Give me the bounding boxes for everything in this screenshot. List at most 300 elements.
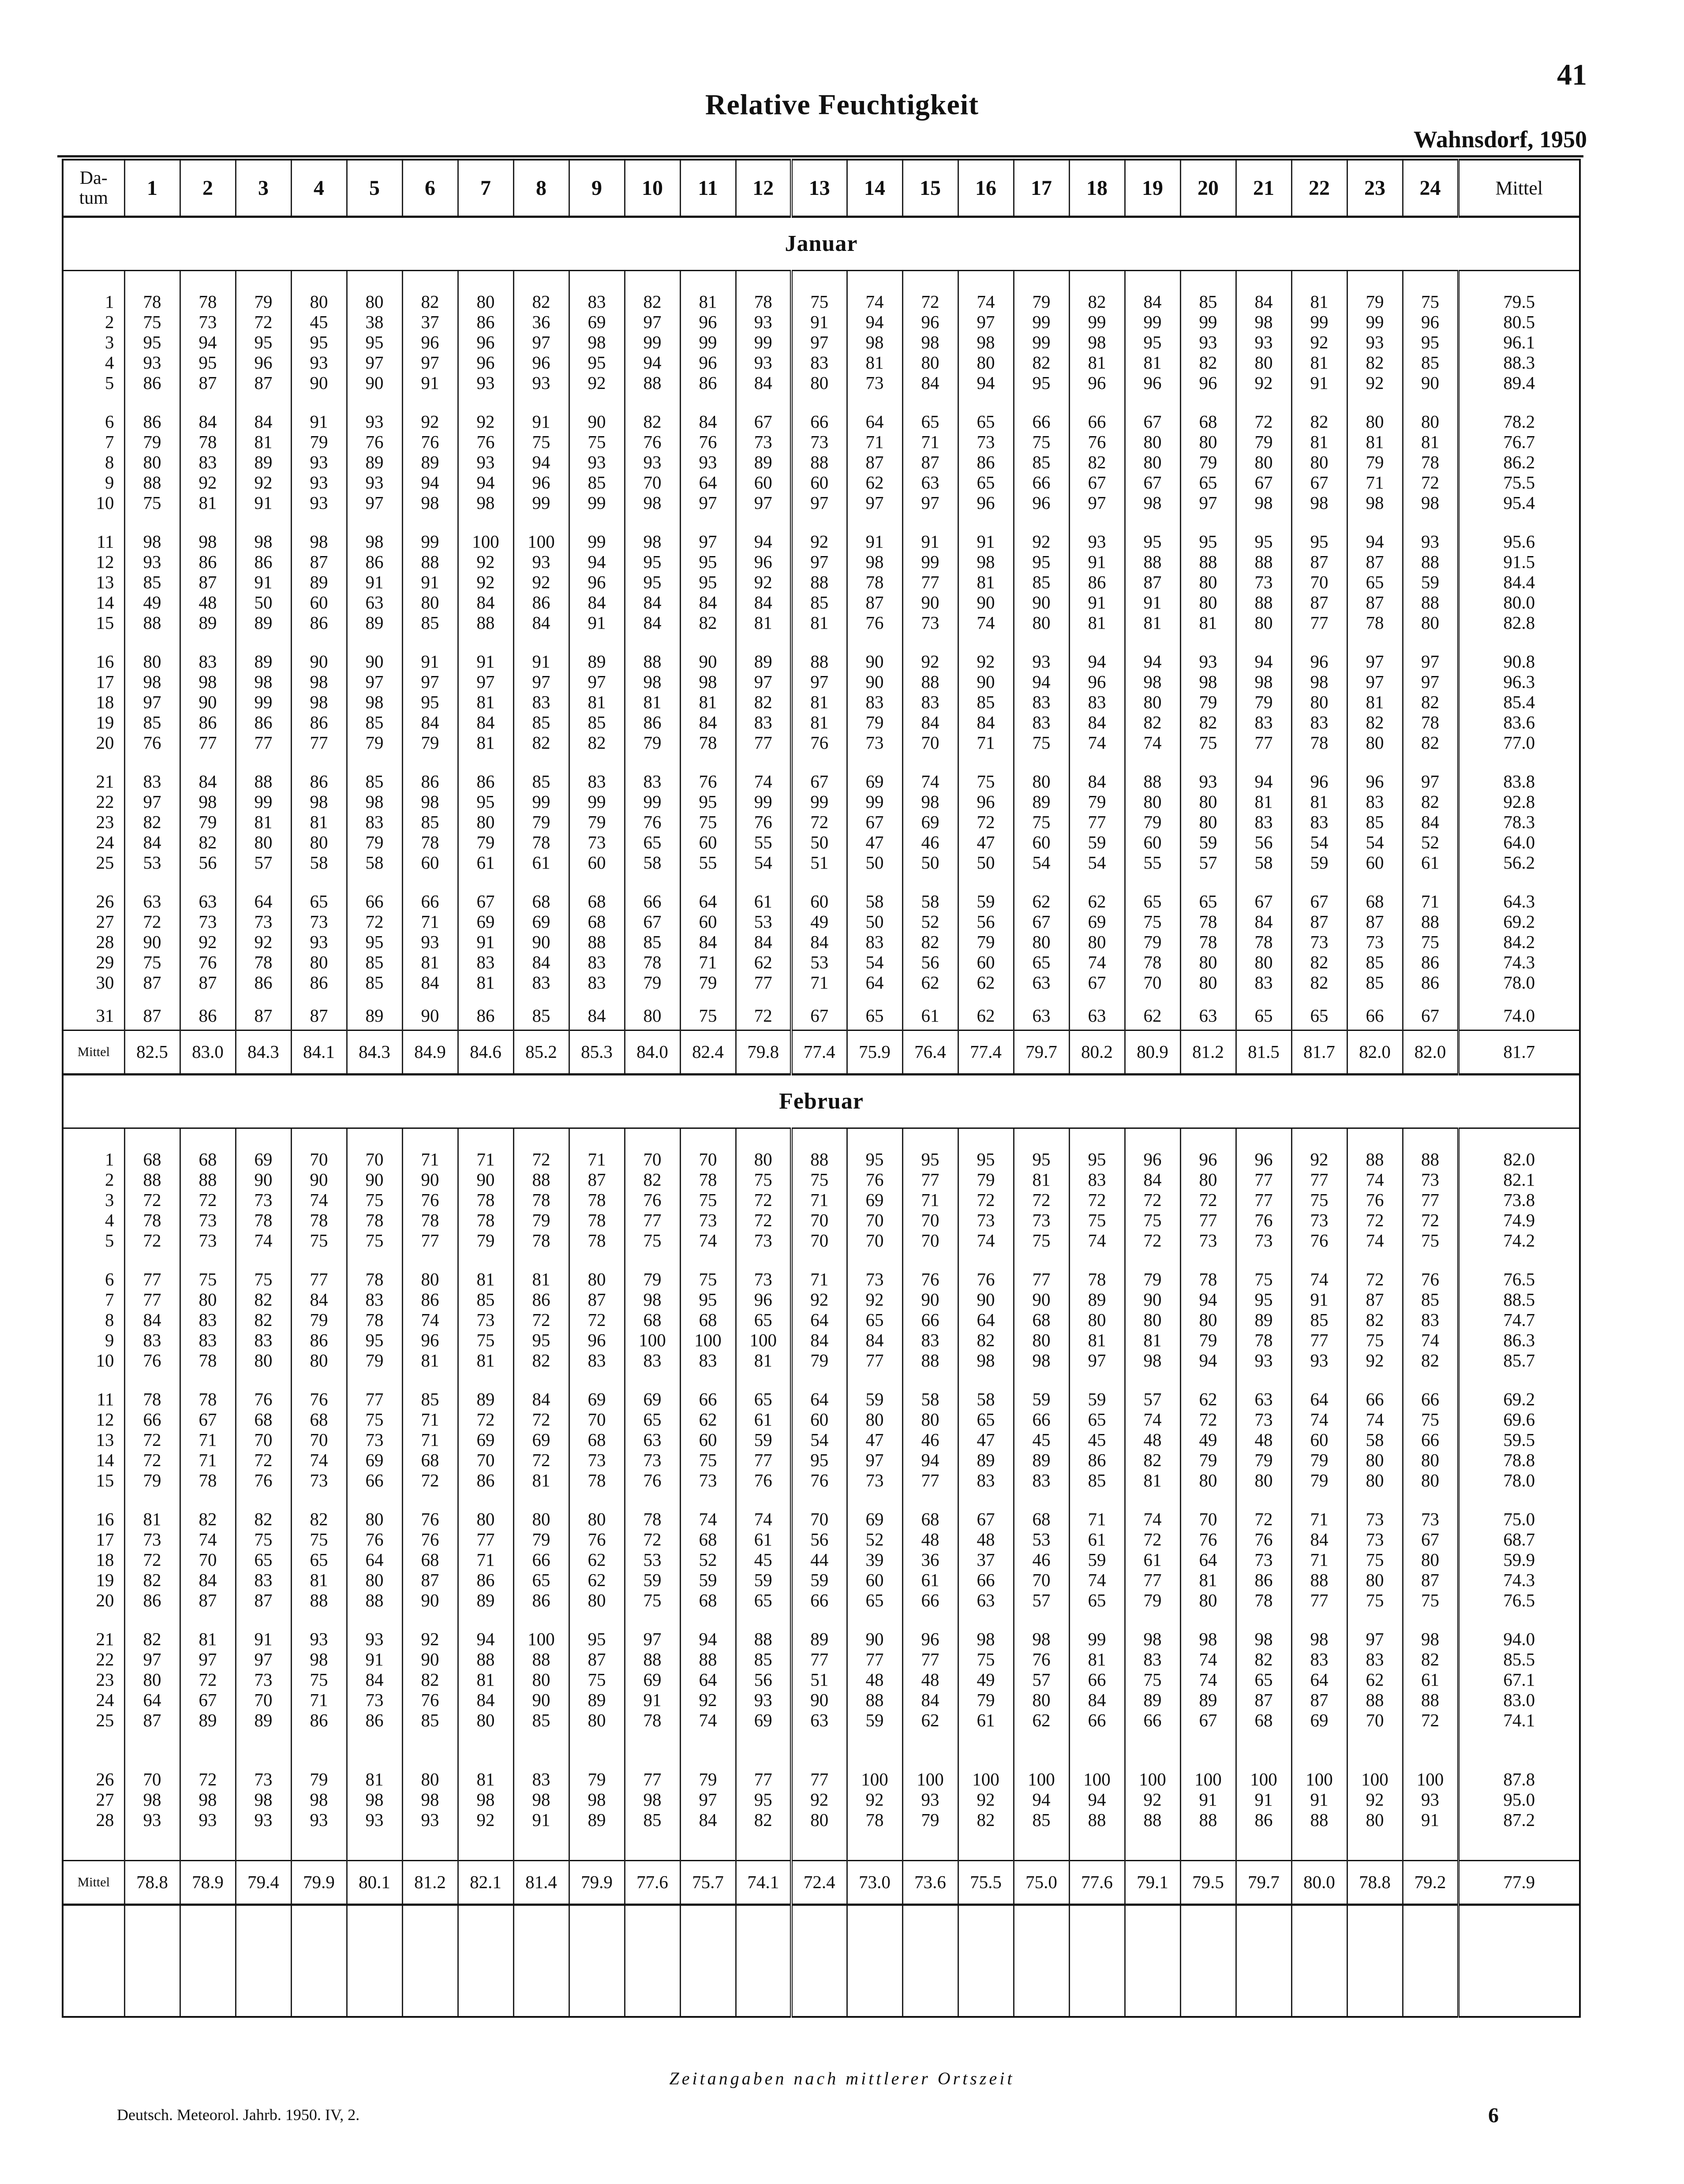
humidity-values: 68 53 46 70 57 bbox=[1014, 1500, 1069, 1620]
humidity-values: 80 bbox=[625, 1002, 680, 1030]
top-rule bbox=[57, 155, 1583, 157]
empty-cell bbox=[1403, 1905, 1458, 2017]
humidity-values: 85 99 93 82 96 bbox=[1180, 283, 1236, 403]
humidity-values: 100 92 78 bbox=[847, 1740, 902, 1861]
humidity-values: 66 72 95 85 85 bbox=[347, 882, 402, 1002]
humidity-values: 84 76 93 64 97 bbox=[680, 403, 736, 523]
humidity-values: 59 66 45 89 83 bbox=[1014, 1380, 1069, 1500]
page-number: 41 bbox=[1557, 58, 1587, 91]
empty-cell bbox=[402, 1905, 458, 2017]
empty-cell bbox=[513, 1905, 569, 2017]
humidity-values: 94 88 64 92 74 bbox=[680, 1620, 736, 1740]
humidity-values: 63 bbox=[1069, 1002, 1125, 1030]
spacer-cell bbox=[1347, 271, 1403, 283]
humidity-values: 98 83 64 87 69 bbox=[1291, 1620, 1347, 1740]
hourly-mean: 79.2 bbox=[1403, 1861, 1458, 1905]
humidity-values: 79 97 84 bbox=[680, 1740, 736, 1861]
empty-cell bbox=[236, 1905, 291, 2017]
humidity-values: 67 48 37 66 63 bbox=[958, 1500, 1014, 1620]
spacer-cell bbox=[1069, 271, 1125, 283]
empty-cell bbox=[1180, 1905, 1236, 2017]
humidity-values: 71 84 71 88 77 bbox=[1291, 1500, 1347, 1620]
humidity-values: 81 99 92 81 91 bbox=[1291, 283, 1347, 403]
hourly-mean: 84.3 bbox=[347, 1030, 402, 1075]
humidity-values: 67 bbox=[791, 1002, 847, 1030]
humidity-values: 70 90 74 78 75 bbox=[291, 1140, 347, 1260]
humidity-values: 84 99 95 81 96 bbox=[1125, 283, 1180, 403]
humidity-values: 77 84 79 86 80 bbox=[291, 1260, 347, 1380]
humidity-values: 69 90 73 78 74 bbox=[236, 1140, 291, 1260]
hourly-mean: 84.6 bbox=[458, 1030, 513, 1075]
hour-header: 24 bbox=[1403, 160, 1458, 217]
hourly-mean: 82.5 bbox=[124, 1030, 180, 1075]
hour-header: 4 bbox=[291, 160, 347, 217]
humidity-values: 58 80 46 94 77 bbox=[902, 1380, 958, 1500]
humidity-values: 80 89 75 60 54 bbox=[1014, 762, 1069, 882]
humidity-values: 100 88 80 90 85 bbox=[513, 1620, 569, 1740]
humidity-values: 90 98 98 86 77 bbox=[291, 642, 347, 762]
humidity-values: 100 91 86 bbox=[1236, 1740, 1291, 1861]
humidity-values: 72 bbox=[736, 1002, 791, 1030]
humidity-values: 90 97 98 85 79 bbox=[347, 642, 402, 762]
spacer-row bbox=[63, 1128, 1580, 1141]
humidity-values: 96 80 72 77 73 bbox=[1180, 1140, 1236, 1260]
hourly-mean: 78.9 bbox=[180, 1861, 236, 1905]
humidity-values: 75 bbox=[680, 1002, 736, 1030]
humidity-values: 100 94 88 bbox=[1069, 1740, 1125, 1861]
humidity-values: 80 38 95 97 90 bbox=[347, 283, 402, 403]
humidity-values: 82 37 96 97 91 bbox=[402, 283, 458, 403]
humidity-values: 81 97 72 67 89 bbox=[180, 1620, 236, 1740]
humidity-values: 95 83 72 75 74 bbox=[1069, 1140, 1125, 1260]
hour-header: 9 bbox=[569, 160, 625, 217]
day-numbers: 26 27 28 29 30 bbox=[63, 882, 124, 1002]
humidity-values: 92 77 75 73 76 bbox=[1291, 1140, 1347, 1260]
hourly-mean: 75.5 bbox=[958, 1861, 1014, 1905]
hourly-mean: 74.1 bbox=[736, 1861, 791, 1905]
hourly-mean: 73.6 bbox=[902, 1861, 958, 1905]
humidity-values: 88 98 81 86 79 bbox=[625, 642, 680, 762]
empty-cell bbox=[291, 1905, 347, 2017]
humidity-values: 91 97 95 84 79 bbox=[402, 642, 458, 762]
humidity-values: 66 73 88 60 97 bbox=[791, 403, 847, 523]
humidity-values: 89 97 81 85 82 bbox=[569, 642, 625, 762]
humidity-values: 76 85 83 74 82 bbox=[1403, 1260, 1458, 1380]
humidity-values: 98 74 74 89 67 bbox=[1180, 1620, 1236, 1740]
humidity-values: 99 94 96 84 91 bbox=[569, 523, 625, 642]
spacer-cell bbox=[569, 1128, 625, 1141]
empty-cell bbox=[1458, 1905, 1580, 2017]
humidity-values: 65 75 79 78 70 bbox=[1125, 882, 1180, 1002]
humidity-values: 77 95 82 bbox=[736, 1740, 791, 1861]
hourly-mean: 73.0 bbox=[847, 1861, 902, 1905]
humidity-values: 88 80 79 60 55 bbox=[1125, 762, 1180, 882]
humidity-values: 68 68 88 83 83 bbox=[569, 882, 625, 1002]
humidity-values: 73 92 65 84 77 bbox=[847, 1260, 902, 1380]
empty-cell bbox=[791, 1905, 847, 2017]
humidity-values: 97 83 62 88 70 bbox=[1347, 1620, 1403, 1740]
humidity-values: 96 77 77 76 73 bbox=[1236, 1140, 1291, 1260]
mittel-header: Mittel bbox=[1458, 160, 1580, 217]
hourly-mean: 77.4 bbox=[791, 1030, 847, 1075]
monthly-mean-row bbox=[63, 1030, 1580, 1075]
spacer-cell bbox=[847, 271, 902, 283]
humidity-values: 64 60 54 95 76 bbox=[791, 1380, 847, 1500]
hourly-mean: 81.4 bbox=[513, 1861, 569, 1905]
spacer-cell bbox=[291, 271, 347, 283]
spacer-cell bbox=[347, 1128, 402, 1141]
humidity-values: 100 93 92 86 84 bbox=[513, 523, 569, 642]
humidity-values: 83 69 98 95 92 bbox=[569, 283, 625, 403]
humidity-values: 76 95 75 60 55 bbox=[680, 762, 736, 882]
humidity-values: 71 90 78 78 79 bbox=[458, 1140, 513, 1260]
spacer-cell bbox=[1180, 1128, 1236, 1141]
monthly-mean-row bbox=[63, 1861, 1580, 1905]
humidity-values: 85 bbox=[513, 1002, 569, 1030]
humidity-values: 76 90 66 83 88 bbox=[902, 1260, 958, 1380]
hourly-mean: 81.2 bbox=[402, 1861, 458, 1905]
humidity-values: 74 72 61 77 79 bbox=[1125, 1500, 1180, 1620]
humidity-values: 70 82 76 77 75 bbox=[625, 1140, 680, 1260]
humidity-values: 75 95 68 100 83 bbox=[680, 1260, 736, 1380]
hour-header: 12 bbox=[736, 160, 791, 217]
humidity-values: 93 76 89 93 97 bbox=[347, 403, 402, 523]
daily-mean-values: 76.5 88.5 74.7 86.3 85.7 bbox=[1458, 1260, 1580, 1380]
humidity-values: 87 bbox=[236, 1002, 291, 1030]
spacer-cell bbox=[958, 1128, 1014, 1141]
humidity-values: 100 94 85 bbox=[1014, 1740, 1069, 1861]
humidity-values: 82 97 80 64 87 bbox=[124, 1620, 180, 1740]
spacer-cell bbox=[1236, 1128, 1291, 1141]
spacer-cell bbox=[1125, 1128, 1180, 1141]
hourly-mean: 81.7 bbox=[1291, 1030, 1347, 1075]
empty-cell bbox=[736, 1905, 791, 2017]
humidity-values: 80 98 97 85 76 bbox=[124, 642, 180, 762]
humidity-values: 65 bbox=[1236, 1002, 1291, 1030]
spacer-cell bbox=[569, 271, 625, 283]
humidity-values: 69 99 67 47 50 bbox=[847, 762, 902, 882]
humidity-values: 80 98 93 bbox=[402, 1740, 458, 1861]
daily-mean-values: 75.0 68.7 59.9 74.3 76.5 bbox=[1458, 1500, 1580, 1620]
humidity-values: 84 bbox=[569, 1002, 625, 1030]
humidity-values: 93 80 80 59 57 bbox=[1180, 762, 1236, 882]
empty-cell bbox=[902, 1905, 958, 2017]
humidity-values: 94 96 83 84 74 bbox=[1069, 642, 1125, 762]
hour-header: 22 bbox=[1291, 160, 1347, 217]
humidity-values: 84 78 83 92 81 bbox=[180, 403, 236, 523]
humidity-values: 79 98 93 bbox=[291, 1740, 347, 1861]
spacer-cell bbox=[1014, 1128, 1069, 1141]
humidity-values: 62 67 80 65 63 bbox=[1014, 882, 1069, 1002]
day-block-row bbox=[63, 1740, 1580, 1861]
spacer-cell bbox=[180, 1128, 236, 1141]
humidity-values: 81 85 73 75 81 bbox=[458, 1260, 513, 1380]
humidity-values: 92 95 85 90 80 bbox=[1014, 523, 1069, 642]
daily-mean-values: 83.8 92.8 78.3 64.0 56.2 bbox=[1458, 762, 1580, 882]
humidity-values: 98 95 95 84 84 bbox=[625, 523, 680, 642]
humidity-values: 91 97 81 84 81 bbox=[458, 642, 513, 762]
humidity-values: 65 bbox=[847, 1002, 902, 1030]
humidity-values: 80 45 95 93 90 bbox=[291, 283, 347, 403]
empty-cell bbox=[180, 1905, 236, 2017]
hour-header: 2 bbox=[180, 160, 236, 217]
humidity-values: 94 98 79 83 77 bbox=[1236, 642, 1291, 762]
day-numbers: 21 22 23 24 25 bbox=[63, 1620, 124, 1740]
humidity-values: 83 99 79 73 60 bbox=[569, 762, 625, 882]
humidity-values: 86 95 80 79 61 bbox=[458, 762, 513, 882]
empty-cell bbox=[1014, 1905, 1069, 2017]
humidity-values: 96 84 72 75 72 bbox=[1125, 1140, 1180, 1260]
month-heading: Januar bbox=[63, 217, 1580, 271]
hour-header: 15 bbox=[902, 160, 958, 217]
humidity-values: 79 72 95 96 87 bbox=[236, 283, 291, 403]
hour-header: 20 bbox=[1180, 160, 1236, 217]
humidity-values: 69 65 63 73 76 bbox=[625, 1380, 680, 1500]
humidity-values: 63 73 92 76 87 bbox=[180, 882, 236, 1002]
humidity-values: 72 76 73 86 78 bbox=[1236, 1500, 1291, 1620]
humidity-values: 90 90 83 79 73 bbox=[847, 642, 902, 762]
humidity-values: 59 65 45 86 85 bbox=[1069, 1380, 1125, 1500]
humidity-values: 86 98 85 78 60 bbox=[402, 762, 458, 882]
day-numbers: 1 2 3 4 5 bbox=[63, 283, 124, 403]
humidity-values: 92 97 88 85 81 bbox=[791, 523, 847, 642]
humidity-values: 91 75 94 96 99 bbox=[513, 403, 569, 523]
day-numbers: 11 12 13 14 15 bbox=[63, 523, 124, 642]
daily-mean-values: 78.2 76.7 86.2 75.5 95.4 bbox=[1458, 403, 1580, 523]
humidity-values: 78 75 95 93 86 bbox=[124, 283, 180, 403]
empty-cell bbox=[680, 1905, 736, 2017]
hourly-mean: 77.6 bbox=[625, 1861, 680, 1905]
spacer-cell bbox=[791, 1128, 847, 1141]
humidity-values: 81 86 72 95 82 bbox=[513, 1260, 569, 1380]
humidity-values: 100 92 92 84 88 bbox=[458, 523, 513, 642]
humidity-values: 93 91 84 73 86 bbox=[347, 1620, 402, 1740]
humidity-values: 78 73 94 95 87 bbox=[180, 283, 236, 403]
humidity-values: 78 83 78 95 79 bbox=[347, 1260, 402, 1380]
humidity-values: 78 66 72 72 79 bbox=[124, 1380, 180, 1500]
humidity-values: 94 96 92 84 81 bbox=[736, 523, 791, 642]
humidity-values: 70 78 75 73 74 bbox=[680, 1140, 736, 1260]
humidity-values: 94 98 80 82 74 bbox=[1125, 642, 1180, 762]
spacer-cell bbox=[1236, 271, 1291, 283]
humidity-values: 98 83 75 89 66 bbox=[1125, 1620, 1180, 1740]
humidity-values: 94 87 65 87 78 bbox=[1347, 523, 1403, 642]
humidity-values: 100 93 79 bbox=[902, 1740, 958, 1861]
humidity-values: 99 88 91 80 85 bbox=[402, 523, 458, 642]
humidity-values: 79 98 68 100 83 bbox=[625, 1260, 680, 1380]
humidity-values: 84 81 89 92 91 bbox=[236, 403, 291, 523]
humidity-values: 72 79 80 67 98 bbox=[1236, 403, 1291, 523]
humidity-values: 80 86 74 96 81 bbox=[402, 1260, 458, 1380]
humidity-values: 97 82 84 52 61 bbox=[1403, 762, 1458, 882]
humidity-values: 91 97 83 85 82 bbox=[513, 642, 569, 762]
day-block-row bbox=[63, 403, 1580, 523]
humidity-values: 80 77 71 86 89 bbox=[458, 1500, 513, 1620]
humidity-values: 68 48 36 61 66 bbox=[902, 1500, 958, 1620]
hourly-mean: 79.5 bbox=[1180, 1861, 1236, 1905]
hour-header: 1 bbox=[124, 160, 180, 217]
humidity-values: 66 67 85 78 79 bbox=[625, 882, 680, 1002]
humidity-table-frame bbox=[62, 159, 1579, 2077]
humidity-values: 98 76 57 80 62 bbox=[1014, 1620, 1069, 1740]
hourly-mean: 76.4 bbox=[902, 1030, 958, 1075]
humidity-values: 64 74 60 79 79 bbox=[1291, 1380, 1347, 1500]
humidity-values: 84 98 93 80 92 bbox=[1236, 283, 1291, 403]
humidity-values: 82 36 97 96 93 bbox=[513, 283, 569, 403]
hourly-mean: 84.0 bbox=[625, 1030, 680, 1075]
humidity-values: 92 90 85 84 71 bbox=[958, 642, 1014, 762]
day-numbers: 21 22 23 24 25 bbox=[63, 762, 124, 882]
humidity-values: 95 88 80 80 81 bbox=[1180, 523, 1236, 642]
spacer-cell bbox=[291, 1128, 347, 1141]
humidity-values: 80 87 72 96 83 bbox=[569, 1260, 625, 1380]
empty-cell bbox=[847, 1905, 902, 2017]
humidity-values: 75 91 97 83 80 bbox=[791, 283, 847, 403]
spacer-cell bbox=[1347, 1128, 1403, 1141]
humidity-values: 99 81 66 84 66 bbox=[1069, 1620, 1125, 1740]
hourly-mean: 84.9 bbox=[402, 1030, 458, 1075]
humidity-values: 95 81 72 73 75 bbox=[1014, 1140, 1069, 1260]
humidity-values: 77 92 80 bbox=[791, 1740, 847, 1861]
empty-cell bbox=[1347, 1905, 1403, 2017]
humidity-values: 98 82 65 87 68 bbox=[1236, 1620, 1291, 1740]
day-block-row bbox=[63, 1620, 1580, 1740]
source-citation: Deutsch. Meteorol. Jahrb. 1950. IV, 2. bbox=[117, 2106, 360, 2124]
humidity-values: 90 75 93 85 99 bbox=[569, 403, 625, 523]
daily-mean-values: 94.0 85.5 67.1 83.0 74.1 bbox=[1458, 1620, 1580, 1740]
hour-header: 3 bbox=[236, 160, 291, 217]
humidity-values: 85 99 79 78 61 bbox=[513, 762, 569, 882]
daily-mean-values: 95.6 91.5 84.4 80.0 82.8 bbox=[1458, 523, 1580, 642]
humidity-values: 77 77 84 83 76 bbox=[124, 1260, 180, 1380]
humidity-values: 89 77 51 90 63 bbox=[791, 1620, 847, 1740]
spacer-row bbox=[63, 271, 1580, 283]
spacer-cell bbox=[458, 271, 513, 283]
humidity-values: 86 79 80 88 75 bbox=[124, 403, 180, 523]
humidity-values: 74 98 69 46 50 bbox=[902, 762, 958, 882]
humidity-values: 86 bbox=[180, 1002, 236, 1030]
hourly-mean: 85.2 bbox=[513, 1030, 569, 1075]
hourly-mean: 80.2 bbox=[1069, 1030, 1125, 1075]
humidity-values: 84 79 77 59 54 bbox=[1069, 762, 1125, 882]
humidity-values: 79 90 80 81 98 bbox=[1125, 1260, 1180, 1380]
humidity-values: 81 96 99 96 86 bbox=[680, 283, 736, 403]
humidity-values: 82 97 99 94 88 bbox=[625, 283, 680, 403]
humidity-values: 97 95 95 84 82 bbox=[680, 523, 736, 642]
humidity-values: 95 77 71 70 70 bbox=[902, 1140, 958, 1260]
humidity-values: 88 97 81 81 76 bbox=[791, 642, 847, 762]
humidity-values: 67 80 80 67 98 bbox=[1125, 403, 1180, 523]
day-block-row bbox=[63, 1002, 1580, 1030]
humidity-values: 91 98 81 90 74 bbox=[958, 523, 1014, 642]
humidity-values: 88 99 81 80 57 bbox=[236, 762, 291, 882]
month-heading-row bbox=[63, 217, 1580, 271]
hourly-mean: 80.9 bbox=[1125, 1030, 1180, 1075]
spacer-cell bbox=[513, 1128, 569, 1141]
spacer-cell bbox=[180, 271, 236, 283]
humidity-values: 58 52 82 56 62 bbox=[902, 882, 958, 1002]
humidity-values: 74 97 98 80 94 bbox=[958, 283, 1014, 403]
hour-header: 23 bbox=[1347, 160, 1403, 217]
humidity-values: 68 69 90 84 83 bbox=[513, 882, 569, 1002]
humidity-values: 98 86 87 48 89 bbox=[180, 523, 236, 642]
humidity-values: 90 77 48 88 59 bbox=[847, 1620, 902, 1740]
hourly-mean: 84.3 bbox=[236, 1030, 291, 1075]
humidity-values: 62 69 80 74 67 bbox=[1069, 882, 1125, 1002]
humidity-values: 63 bbox=[1014, 1002, 1069, 1030]
humidity-values: 83 99 76 65 58 bbox=[625, 762, 680, 882]
humidity-values: 80 76 64 80 88 bbox=[347, 1500, 402, 1620]
humidity-values: 82 81 80 67 98 bbox=[1291, 403, 1347, 523]
humidity-values: 83 98 90 86 77 bbox=[180, 642, 236, 762]
hourly-mean: 83.0 bbox=[180, 1030, 236, 1075]
humidity-values: 86 98 81 80 58 bbox=[291, 762, 347, 882]
spacer-cell bbox=[236, 271, 291, 283]
humidity-values: 100 92 82 bbox=[958, 1740, 1014, 1861]
humidity-values: 66 bbox=[1347, 1002, 1403, 1030]
hour-header: 5 bbox=[347, 160, 402, 217]
humidity-values: 80 79 66 65 86 bbox=[513, 1500, 569, 1620]
empty-cell bbox=[63, 1905, 124, 2017]
humidity-values: 96 81 83 54 59 bbox=[1291, 762, 1347, 882]
humidity-values: 68 87 73 85 85 bbox=[1347, 882, 1403, 1002]
humidity-values: 72 98 93 bbox=[180, 1740, 236, 1861]
humidity-values: 94 88 81 84 80 bbox=[458, 1620, 513, 1740]
hour-header: 14 bbox=[847, 160, 902, 217]
humidity-values: 75 96 72 47 50 bbox=[958, 762, 1014, 882]
hourly-mean: 82.1 bbox=[458, 1861, 513, 1905]
humidity-values: 95 79 72 73 74 bbox=[958, 1140, 1014, 1260]
humidity-values: 62 bbox=[958, 1002, 1014, 1030]
humidity-values: 69 52 39 60 65 bbox=[847, 1500, 902, 1620]
spacer-cell bbox=[1458, 1128, 1580, 1141]
humidity-values: 80 81 79 71 98 bbox=[1347, 403, 1403, 523]
day-numbers: 6 7 8 9 10 bbox=[63, 403, 124, 523]
daily-mean-values: 90.8 96.3 85.4 83.6 77.0 bbox=[1458, 642, 1580, 762]
humidity-values: 93 88 59 88 80 bbox=[1403, 523, 1458, 642]
humidity-values: 96 77 48 84 62 bbox=[902, 1620, 958, 1740]
humidity-values: 82 75 65 81 88 bbox=[291, 1500, 347, 1620]
daily-mean-values: 79.5 80.5 96.1 88.3 89.4 bbox=[1458, 283, 1580, 403]
page-title: Relative Feuchtigkeit bbox=[705, 89, 979, 121]
humidity-values: 76 68 70 72 76 bbox=[236, 1380, 291, 1500]
humidity-values: 64 71 87 62 97 bbox=[847, 403, 902, 523]
mean-label: Mittel bbox=[63, 1030, 124, 1075]
day-block-row bbox=[63, 882, 1580, 1002]
spacer-cell bbox=[236, 1128, 291, 1141]
humidity-values: 85 98 83 79 58 bbox=[347, 762, 402, 882]
humidity-values: 63 73 48 79 80 bbox=[1236, 1380, 1291, 1500]
spacer-cell bbox=[513, 271, 569, 283]
humidity-values: 65 71 87 63 97 bbox=[902, 403, 958, 523]
humidity-values: 89 72 69 70 86 bbox=[458, 1380, 513, 1500]
spacer-cell bbox=[1291, 271, 1347, 283]
humidity-values: 65 78 78 80 80 bbox=[1180, 882, 1236, 1002]
spacer-cell bbox=[1291, 1128, 1347, 1141]
humidity-values: 89 97 82 83 77 bbox=[736, 642, 791, 762]
humidity-values: 98 86 91 50 89 bbox=[236, 523, 291, 642]
spacer-cell bbox=[1014, 271, 1069, 283]
day-numbers: 16 17 18 19 20 bbox=[63, 1500, 124, 1620]
day-numbers: 6 7 8 9 10 bbox=[63, 1260, 124, 1380]
day-numbers: 31 bbox=[63, 1002, 124, 1030]
humidity-values: 62 72 49 79 80 bbox=[1180, 1380, 1236, 1500]
spacer-cell bbox=[1180, 271, 1236, 283]
spacer-cell bbox=[625, 1128, 680, 1141]
humidity-values: 79 99 99 82 95 bbox=[1014, 283, 1069, 403]
humidity-values: 93 91 86 91 81 bbox=[1069, 523, 1125, 642]
humidity-values: 91 79 93 93 93 bbox=[291, 403, 347, 523]
